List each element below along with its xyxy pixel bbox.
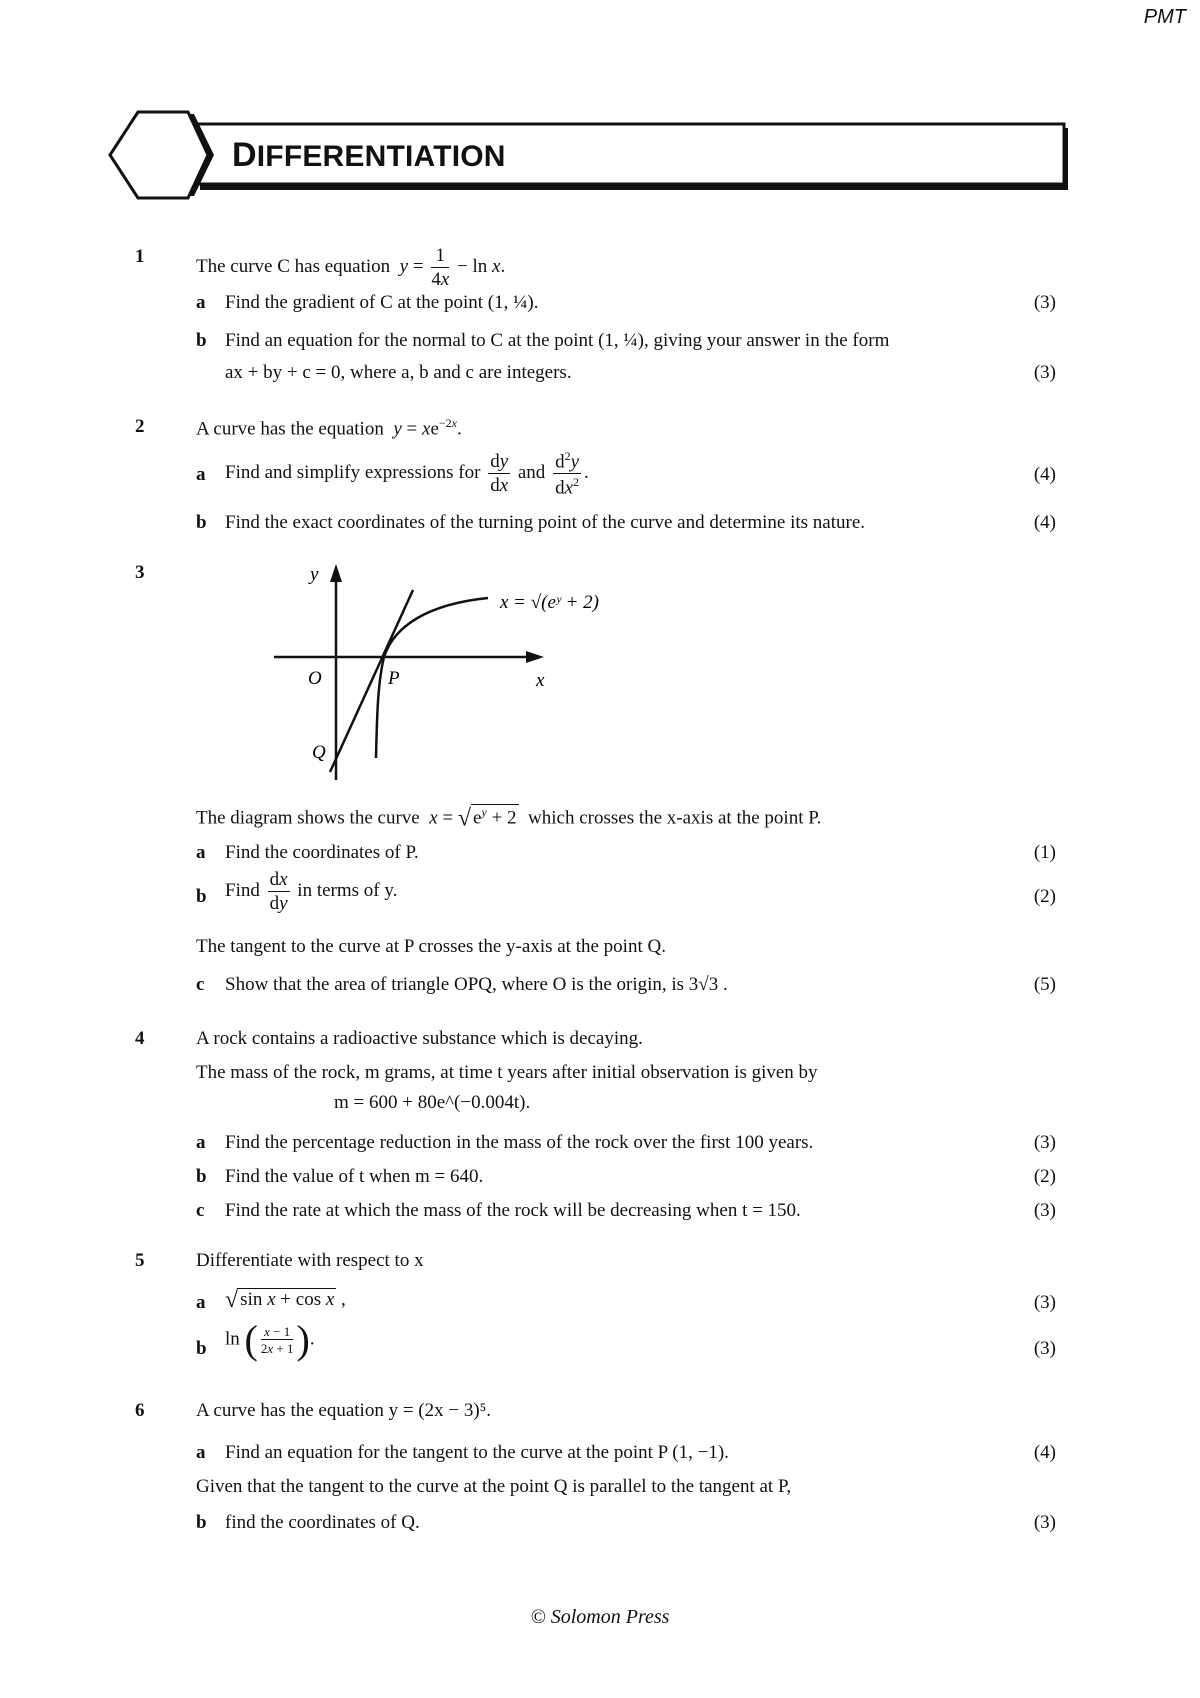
question-number: 1 (135, 246, 145, 267)
origin-label: O (308, 668, 322, 689)
marks: (2) (1033, 886, 1056, 907)
q2b-text: Find the exact coordinates of the turning point of the curve and determine its nature. (225, 512, 865, 533)
part-label: b (196, 886, 207, 907)
q4-equation: m = 600 + 80e^(−0.004t). (334, 1092, 531, 1113)
q2-stem: A curve has the equation $y = xe^{-2x}$. (196, 416, 462, 440)
curve-diagram (268, 562, 628, 787)
marks: (2) (1033, 1166, 1056, 1187)
q4b-text: Find the value of t when m = 640. (225, 1166, 484, 1187)
part-label: c (196, 974, 205, 995)
q1b-text: Find an equation for the normal to C at the point (1, ¼), giving your answer in the form (225, 330, 890, 351)
part-label: a (196, 1292, 206, 1313)
question-number: 4 (135, 1028, 145, 1049)
question-number: 6 (135, 1400, 145, 1421)
q6a-text: Find an equation for the tangent to the curve at the point P (1, −1). (225, 1442, 729, 1463)
q3b-pre: Find (225, 879, 260, 901)
marks: (3) (1033, 1338, 1056, 1359)
q2a-text: Find and simplify expressions for $\frac{dy}{dx}$ and $\frac{d^2y}{dx^2}$ . (225, 449, 589, 499)
marks: (3) (1033, 292, 1056, 313)
q1b-text-line2: ax + by + c = 0, where a, b and c are integers. (225, 362, 572, 383)
y-axis-label: y (310, 564, 319, 585)
part-label: b (196, 1512, 207, 1533)
q3c-text: Show that the area of triangle OPQ, where O is the origin, is 3√3 . (225, 974, 728, 995)
part-label: b (196, 330, 207, 351)
question-number: 3 (135, 562, 145, 583)
part-label: b (196, 1166, 207, 1187)
part-label: a (196, 464, 206, 485)
q3a-text: Find the coordinates of P. (225, 842, 419, 863)
marks: (1) (1033, 842, 1056, 863)
q3-stem-pre: The diagram shows the curve (196, 807, 420, 829)
q4a-text: Find the percentage reduction in the mass of the rock over the first 100 years. (225, 1132, 814, 1153)
part-label: a (196, 1132, 206, 1153)
part-label: a (196, 1442, 206, 1463)
q5a-expression: √ sin x + cos x , (225, 1287, 346, 1313)
y-axis-arrow (330, 564, 342, 582)
q3-stem-post: which crosses the x-axis at the point P. (528, 807, 822, 829)
q6b-text: find the coordinates of Q. (225, 1512, 420, 1533)
q2a-text-label: Find and simplify expressions for (225, 462, 481, 484)
q3b-text: Find $\frac{dx}{dy}$ in terms of y. (225, 869, 398, 914)
q4-stem1: A rock contains a radioactive substance which is decaying. (196, 1028, 643, 1049)
q2-stem-text: A curve has the equation (196, 418, 384, 440)
q1-stem: The curve C has equation y = $\frac{1}{4x}$ − ln x. (196, 245, 506, 290)
marks: (4) (1033, 464, 1056, 485)
part-label: b (196, 512, 207, 533)
part-label: a (196, 842, 206, 863)
marks: (4) (1033, 1442, 1056, 1463)
marks: (5) (1033, 974, 1056, 995)
q1-stem-text: The curve C has equation (196, 255, 391, 277)
corner-mark: PMT (1143, 6, 1186, 28)
q3-mid: The tangent to the curve at P crosses the y-axis at the point Q. (196, 936, 666, 957)
q5-stem: Differentiate with respect to x (196, 1250, 424, 1271)
q6-stem: A curve has the equation y = (2x − 3)⁵. (196, 1400, 492, 1421)
q4-stem2: The mass of the rock, m grams, at time t years after initial observation is given by (196, 1062, 818, 1083)
point-q-label: Q (312, 742, 326, 763)
marks: (4) (1033, 512, 1056, 533)
page-title (232, 136, 506, 175)
q3-stem: The diagram shows the curve x = √ $e^y + 2$ which crosses the x-axis at the point P. (196, 805, 822, 832)
curve-label: x = √(eʸ + 2) (500, 592, 599, 613)
marks: (3) (1033, 1200, 1056, 1221)
q4c-text: Find the rate at which the mass of the rock will be decreasing when t = 150. (225, 1200, 801, 1221)
marks: (3) (1033, 1292, 1056, 1313)
marks: (3) (1033, 362, 1056, 383)
part-label: c (196, 1200, 205, 1221)
part-label: b (196, 1338, 207, 1359)
tangent-line (330, 590, 413, 772)
copyright-footer: © Solomon Press (530, 1606, 670, 1628)
part-label: a (196, 292, 206, 313)
q6-mid: Given that the tangent to the curve at the point Q is parallel to the tangent at P, (196, 1476, 792, 1497)
marks: (3) (1033, 1512, 1056, 1533)
question-number: 2 (135, 416, 145, 437)
q5b-expression: ln ( $\frac{x - 1}{2x + 1}$ ). (225, 1317, 315, 1362)
q3b-post: in terms of y. (297, 879, 398, 901)
marks: (3) (1033, 1132, 1056, 1153)
page-title-text: DIFFERENTIATION (232, 136, 506, 174)
point-p-label: P (388, 668, 400, 689)
question-number: 5 (135, 1250, 145, 1271)
x-axis-label: x (536, 670, 545, 691)
x-axis-arrow (526, 651, 544, 663)
q1a-text: Find the gradient of C at the point (1, ¼). (225, 292, 539, 313)
